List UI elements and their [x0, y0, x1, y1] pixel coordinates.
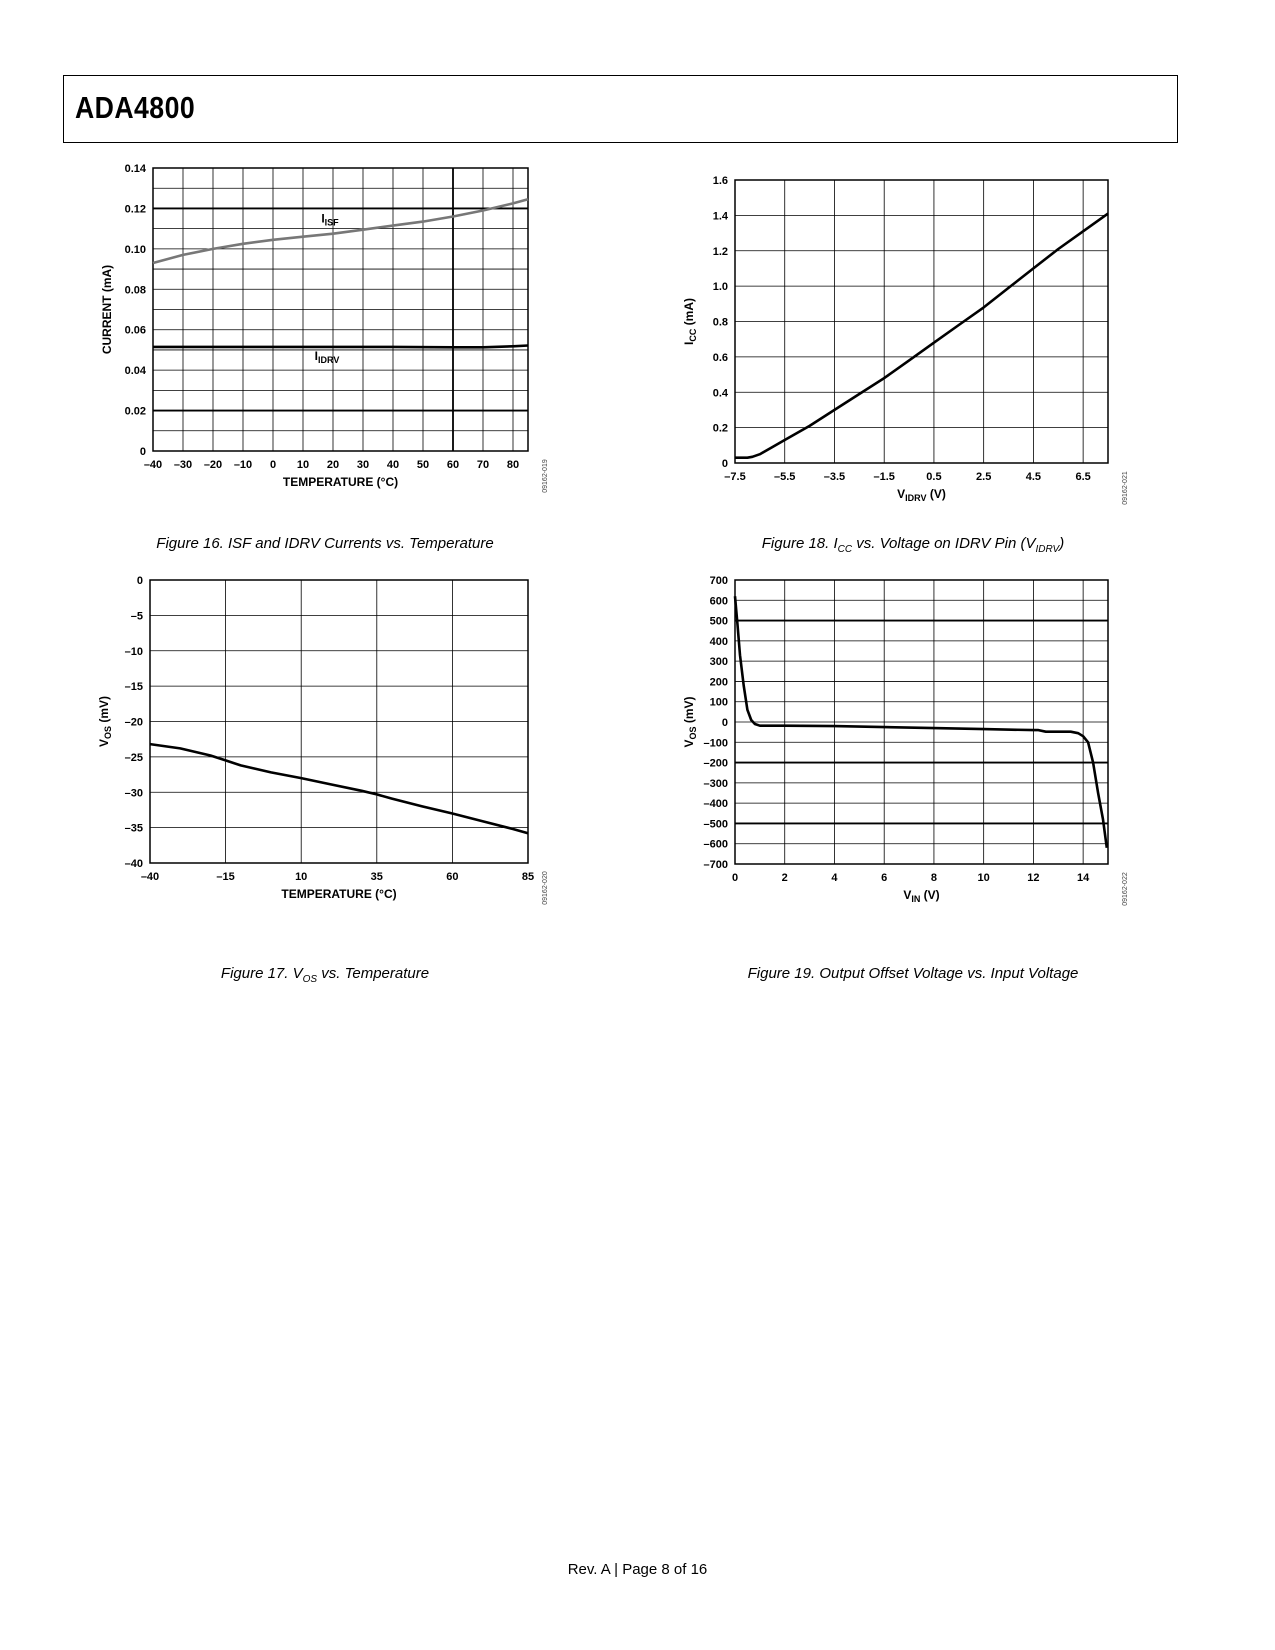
- y-tick-label: –40: [124, 858, 143, 870]
- y-tick-label: 0.2: [712, 422, 728, 435]
- y-tick-label: 500: [709, 615, 728, 628]
- x-tick-label: –30: [173, 459, 193, 471]
- x-tick-label: 30: [356, 459, 370, 471]
- grid-lines: [735, 580, 1108, 864]
- y-tick-label: 1.2: [712, 245, 728, 258]
- x-tick-label: 2.5: [976, 471, 992, 483]
- x-tick-label: –7.5: [724, 471, 746, 483]
- y-tick-label: 0: [721, 458, 728, 470]
- y-tick-label: –5: [130, 610, 143, 623]
- chart-icc-vs-vidrv: [655, 175, 1129, 525]
- y-tick-label: –35: [124, 822, 143, 835]
- x-tick-label: 8: [930, 872, 937, 884]
- x-tick-label: –5.5: [774, 471, 796, 483]
- series-line-idrv: [153, 346, 528, 348]
- y-tick-label: –10: [124, 645, 143, 658]
- x-tick-label: –10: [233, 459, 253, 471]
- y-tick-label: 600: [709, 595, 728, 608]
- x-tick-label: 12: [1027, 872, 1040, 884]
- y-tick-label: 0: [139, 446, 146, 458]
- x-tick-label: 60: [446, 871, 459, 883]
- chart-vos-vs-vin: [655, 575, 1129, 925]
- x-tick-label: 6.5: [1075, 471, 1091, 483]
- y-tick-label: –100: [703, 737, 728, 750]
- y-axis-label: CURRENT (mA): [100, 264, 114, 355]
- y-axis-label: $V_{OS}$ (mV): [97, 695, 113, 748]
- y-tick-label: –500: [703, 818, 728, 831]
- page-title: ADA4800: [75, 90, 196, 125]
- x-tick-label: 80: [506, 459, 520, 471]
- x-tick-label: –20: [203, 459, 223, 471]
- y-tick-label: 0.04: [124, 365, 146, 378]
- figure-code: 09162-020: [542, 871, 549, 905]
- y-tick-label: 0.12: [124, 203, 146, 216]
- x-tick-label: –3.5: [823, 471, 846, 483]
- y-tick-label: 1.4: [712, 210, 728, 223]
- x-tick-label: 35: [370, 871, 383, 883]
- y-axis-label: $V_{OS}$ (mV): [682, 696, 698, 748]
- x-tick-label: 4.5: [1025, 471, 1042, 483]
- y-tick-label: 0.10: [124, 243, 146, 256]
- x-axis-label: TEMPERATURE (°C): [282, 475, 399, 489]
- x-tick-label: 10: [295, 871, 308, 883]
- x-tick-label: –40: [143, 459, 163, 471]
- y-tick-label: –30: [124, 787, 143, 800]
- figure-code: 09162-022: [1122, 872, 1129, 906]
- y-tick-label: 400: [709, 635, 728, 648]
- figure-code: 09162-019: [542, 459, 549, 493]
- x-axis-label: TEMPERATURE (°C): [281, 887, 397, 901]
- x-tick-label: 70: [476, 459, 490, 471]
- y-tick-label: 0: [136, 575, 143, 587]
- grid-lines: [735, 180, 1108, 463]
- y-tick-label: –600: [703, 838, 728, 851]
- chart-vos-vs-temperature: [95, 575, 555, 925]
- y-tick-label: –25: [124, 751, 143, 764]
- y-axis-label: $I_{CC}$ (mA): [682, 297, 698, 346]
- y-tick-label: 0: [721, 717, 728, 729]
- caption-fig17: Figure 17. $V_{OS}$ vs. Temperature: [220, 965, 430, 985]
- y-tick-label: 100: [709, 696, 728, 709]
- x-tick-label: 0.5: [926, 471, 942, 483]
- x-tick-label: 14: [1077, 872, 1090, 884]
- x-axis-label: $V_{IN}$ (V): [903, 888, 940, 904]
- y-tick-label: 300: [709, 656, 728, 669]
- x-tick-label: 20: [326, 459, 340, 471]
- y-tick-label: –200: [703, 757, 728, 770]
- y-tick-label: –300: [703, 777, 728, 790]
- x-tick-label: 85: [521, 871, 535, 883]
- y-tick-label: 200: [709, 676, 728, 689]
- y-tick-label: 0.06: [124, 324, 146, 337]
- x-tick-label: 50: [416, 459, 430, 471]
- series-label: $I_{IDRV}$: [314, 349, 340, 366]
- x-tick-label: 6: [881, 872, 888, 884]
- y-tick-label: 0.02: [124, 405, 146, 418]
- x-tick-label: –15: [216, 871, 235, 883]
- x-tick-label: 10: [977, 872, 990, 884]
- caption-fig18: Figure 18. $I_{CC}$ vs. Voltage on IDRV Pin $(V_{IDRV})$: [761, 535, 1065, 555]
- x-tick-label: 10: [296, 459, 310, 471]
- y-tick-label: 0.4: [712, 387, 728, 400]
- y-tick-label: 1.6: [712, 175, 728, 187]
- grid-lines: [153, 168, 528, 451]
- grid-lines: [150, 580, 528, 863]
- y-tick-label: 1.0: [712, 281, 728, 294]
- x-tick-label: 4: [831, 872, 838, 884]
- page-footer: Rev. A | Page 8 of 16: [567, 1561, 708, 1578]
- y-tick-label: 0.08: [124, 284, 146, 297]
- x-axis-label: $V_{IDRV}$ (V): [897, 487, 946, 503]
- x-tick-label: 40: [386, 459, 400, 471]
- x-tick-label: 0: [269, 459, 277, 471]
- y-tick-label: 0.6: [712, 351, 728, 364]
- y-tick-label: 0.14: [124, 163, 146, 175]
- series-line: [735, 214, 1108, 458]
- y-tick-label: 700: [709, 575, 728, 587]
- x-tick-label: –1.5: [873, 471, 895, 483]
- x-tick-label: –40: [140, 871, 160, 883]
- y-tick-label: 0.8: [712, 316, 728, 329]
- series-line: [150, 744, 528, 833]
- x-tick-label: 60: [446, 459, 460, 471]
- y-tick-label: –700: [703, 859, 728, 871]
- header-box: [63, 75, 1178, 143]
- figure-code: 09162-021: [1122, 471, 1129, 505]
- y-tick-label: –20: [124, 716, 143, 729]
- y-tick-label: –400: [703, 798, 728, 811]
- caption-fig19: Figure 19. Output Offset Voltage vs. Input Voltage: [747, 965, 1079, 982]
- x-tick-label: 2: [781, 872, 788, 884]
- y-tick-label: –15: [124, 681, 143, 694]
- series-label: $I_{ISF}$: [321, 211, 339, 228]
- chart-isf-idrv-vs-temperature: [95, 163, 555, 513]
- caption-fig16: Figure 16. ISF and IDRV Currents vs. Temperature: [156, 535, 494, 552]
- x-tick-label: 0: [731, 872, 739, 884]
